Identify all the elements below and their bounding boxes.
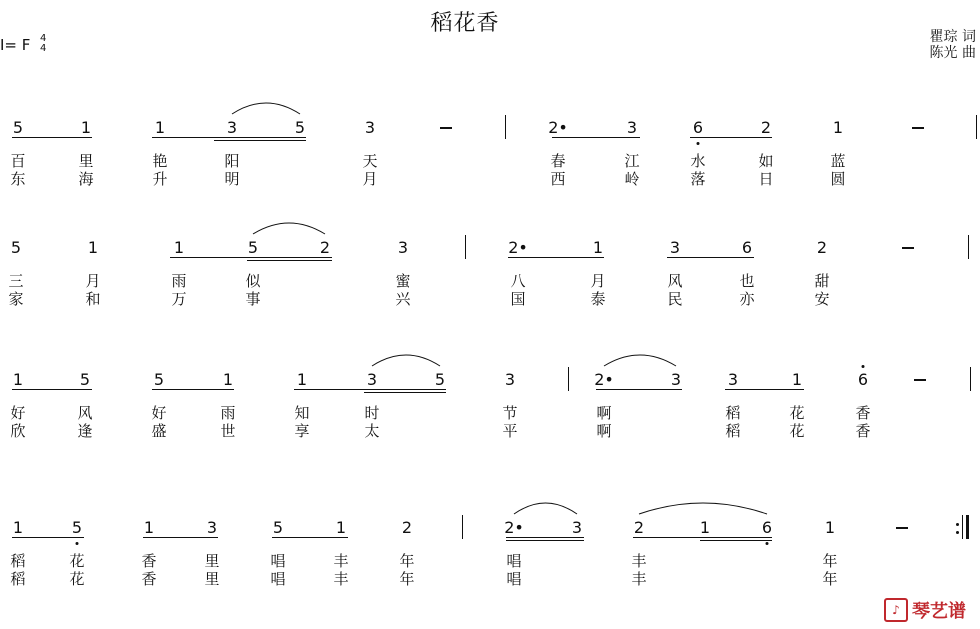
lyric-verse-2: 亦 (739, 290, 755, 308)
lyric-verse-2: 万 (171, 290, 187, 308)
slur (514, 503, 577, 514)
underline (667, 257, 754, 258)
note: 1 (791, 370, 803, 389)
note: 1 (824, 518, 836, 537)
lyric-verse-2: 年 (399, 570, 415, 588)
underline (364, 392, 446, 393)
note: 3 (670, 370, 682, 389)
note: 1 (592, 238, 604, 257)
underline (152, 389, 234, 390)
lyric-verse-1: 蜜 (395, 272, 411, 290)
lyric-verse-2: 日 (758, 170, 774, 188)
lyric-verse-2: 平 (502, 422, 518, 440)
note: 5 (272, 518, 284, 537)
lyric-verse-2: 香 (141, 570, 157, 588)
lyric-verse-2: 西 (550, 170, 566, 188)
lyric-verse-1: 甜 (814, 272, 830, 290)
lyricist-credit: 瞿琮 词 (929, 29, 976, 45)
time-signature-top: 4 (40, 33, 47, 44)
lyric-verse-1: 风 (667, 272, 683, 290)
lyric-verse-1: 香 (141, 552, 157, 570)
lyric-verse-2: 里 (204, 570, 220, 588)
note: 1 (154, 118, 166, 137)
lyric-verse-2: 丰 (631, 570, 647, 588)
bar-line (462, 515, 463, 539)
underline (506, 537, 584, 538)
underline (152, 137, 306, 138)
note: 3 (397, 238, 409, 257)
underline (294, 389, 446, 390)
note: 1 (832, 118, 844, 137)
note: 2• (594, 370, 614, 389)
repeat-bar (966, 515, 969, 539)
note: 2• (508, 238, 528, 257)
note: 5 (10, 238, 22, 257)
lyric-verse-1: 风 (77, 404, 93, 422)
lyric-verse-2: 和 (85, 290, 101, 308)
dash-hold (902, 247, 914, 249)
lyric-verse-1: 年 (822, 552, 838, 570)
slur (639, 503, 767, 514)
bar-line (465, 235, 466, 259)
lyric-verse-2: 明 (224, 170, 240, 188)
lyric-verse-1: 唱 (506, 552, 522, 570)
note: 6 (761, 518, 773, 537)
note: 2 (401, 518, 413, 537)
page-title: 稻花香 (430, 11, 500, 36)
low-octave-dot (697, 142, 700, 145)
slur (232, 103, 300, 114)
note: 3 (626, 118, 638, 137)
lyric-verse-1: 三 (8, 272, 24, 290)
time-signature-bottom: 4 (40, 43, 47, 54)
note: 3 (571, 518, 583, 537)
lyric-verse-1: 稻 (725, 404, 741, 422)
lyric-verse-1: 水 (690, 152, 706, 170)
note: 5 (79, 370, 91, 389)
lyric-verse-2: 落 (690, 170, 706, 188)
note: 1 (699, 518, 711, 537)
bar-line (968, 235, 969, 259)
lyric-verse-2: 世 (220, 422, 236, 440)
repeat-dot (956, 523, 959, 526)
underline (700, 540, 772, 541)
note: 2 (319, 238, 331, 257)
note: 5 (153, 370, 165, 389)
lyric-verse-1: 丰 (631, 552, 647, 570)
note: 1 (87, 238, 99, 257)
lyric-verse-1: 唱 (270, 552, 286, 570)
time-signature (40, 34, 46, 54)
lyric-verse-2: 圆 (830, 170, 846, 188)
lyric-verse-1: 月 (85, 272, 101, 290)
underline (508, 257, 604, 258)
underline (552, 137, 640, 138)
lyric-verse-2: 唱 (270, 570, 286, 588)
slur (604, 355, 676, 366)
underline (12, 389, 92, 390)
underline (633, 537, 772, 538)
lyric-verse-1: 花 (789, 404, 805, 422)
lyric-verse-1: 蓝 (830, 152, 846, 170)
lyric-verse-1: 春 (550, 152, 566, 170)
bar-line (568, 367, 569, 391)
key-signature: I= F (0, 36, 31, 54)
lyric-verse-2: 香 (855, 422, 871, 440)
underline (596, 389, 682, 390)
note: 6 (857, 370, 869, 389)
note: 2 (816, 238, 828, 257)
note: 5 (71, 518, 83, 537)
underline (12, 137, 92, 138)
dash-hold (440, 127, 452, 129)
watermark-text: 琴艺谱 (912, 601, 966, 622)
lyric-verse-2: 东 (10, 170, 26, 188)
lyric-verse-1: 丰 (333, 552, 349, 570)
lyric-verse-2: 年 (822, 570, 838, 588)
lyric-verse-1: 里 (204, 552, 220, 570)
lyric-verse-1: 好 (151, 404, 167, 422)
slur (372, 355, 440, 366)
lyric-verse-2: 盛 (151, 422, 167, 440)
lyric-verse-1: 雨 (171, 272, 187, 290)
lyric-verse-2: 稻 (725, 422, 741, 440)
note: 5 (294, 118, 306, 137)
lyric-verse-1: 知 (294, 404, 310, 422)
lyric-verse-1: 啊 (596, 404, 612, 422)
lyric-verse-2: 事 (245, 290, 261, 308)
lyric-verse-2: 海 (78, 170, 94, 188)
slur (253, 223, 325, 234)
note: 1 (12, 370, 24, 389)
underline (690, 137, 772, 138)
lyric-verse-2: 安 (814, 290, 830, 308)
lyric-verse-2: 花 (69, 570, 85, 588)
note: 3 (366, 370, 378, 389)
note: 5 (434, 370, 446, 389)
lyric-verse-1: 阳 (224, 152, 240, 170)
lyric-verse-2: 国 (510, 290, 526, 308)
lyric-verse-2: 岭 (624, 170, 640, 188)
note: 1 (222, 370, 234, 389)
lyric-verse-1: 花 (69, 552, 85, 570)
lyric-verse-1: 里 (78, 152, 94, 170)
lyric-verse-2: 欣 (10, 422, 26, 440)
note: 3 (364, 118, 376, 137)
underline (506, 540, 584, 541)
note: 5 (247, 238, 259, 257)
lyric-verse-1: 江 (624, 152, 640, 170)
lyric-verse-1: 香 (855, 404, 871, 422)
lyric-verse-1: 艳 (152, 152, 168, 170)
note: 3 (226, 118, 238, 137)
composer-credit: 陈光 曲 (929, 45, 976, 61)
lyric-verse-2: 啊 (596, 422, 612, 440)
underline (12, 537, 84, 538)
note: 1 (173, 238, 185, 257)
lyric-verse-2: 唱 (506, 570, 522, 588)
lyric-verse-1: 八 (510, 272, 526, 290)
lyric-verse-2: 升 (152, 170, 168, 188)
note: 1 (143, 518, 155, 537)
underline (272, 537, 348, 538)
low-octave-dot (766, 542, 769, 545)
lyric-verse-2: 花 (789, 422, 805, 440)
underline (247, 260, 332, 261)
lyric-verse-2: 家 (8, 290, 24, 308)
note: 1 (12, 518, 24, 537)
high-octave-dot (862, 365, 865, 368)
note: 1 (80, 118, 92, 137)
lyric-verse-2: 太 (364, 422, 380, 440)
watermark-logo (884, 597, 966, 623)
music-icon: ♪ (884, 598, 908, 622)
repeat-dot (956, 531, 959, 534)
underline (170, 257, 332, 258)
lyric-verse-2: 享 (294, 422, 310, 440)
note: 2 (633, 518, 645, 537)
lyric-verse-1: 似 (245, 272, 261, 290)
lyric-verse-1: 如 (758, 152, 774, 170)
lyric-verse-1: 也 (739, 272, 755, 290)
lyric-verse-2: 民 (667, 290, 683, 308)
bar-line (962, 515, 963, 539)
underline (725, 389, 804, 390)
lyric-verse-1: 稻 (10, 552, 26, 570)
dash-hold (912, 127, 924, 129)
note: 1 (335, 518, 347, 537)
lyric-verse-2: 丰 (333, 570, 349, 588)
dash-hold (896, 527, 908, 529)
bar-line (976, 115, 977, 139)
lyric-verse-2: 月 (362, 170, 378, 188)
lyric-verse-1: 节 (502, 404, 518, 422)
low-octave-dot (76, 542, 79, 545)
note: 2• (548, 118, 568, 137)
note: 3 (727, 370, 739, 389)
note: 3 (669, 238, 681, 257)
bar-line (505, 115, 506, 139)
lyric-verse-1: 百 (10, 152, 26, 170)
lyric-verse-2: 逢 (77, 422, 93, 440)
lyric-verse-2: 兴 (395, 290, 411, 308)
lyric-verse-1: 月 (590, 272, 606, 290)
lyric-verse-1: 年 (399, 552, 415, 570)
note: 6 (741, 238, 753, 257)
dash-hold (914, 379, 926, 381)
underline (214, 140, 306, 141)
lyric-verse-2: 泰 (590, 290, 606, 308)
lyric-verse-1: 天 (362, 152, 378, 170)
underline (143, 537, 218, 538)
note: 2• (504, 518, 524, 537)
lyric-verse-1: 雨 (220, 404, 236, 422)
lyric-verse-1: 好 (10, 404, 26, 422)
note: 2 (760, 118, 772, 137)
note: 3 (504, 370, 516, 389)
note: 5 (12, 118, 24, 137)
lyric-verse-1: 时 (364, 404, 380, 422)
note: 1 (296, 370, 308, 389)
note: 3 (206, 518, 218, 537)
bar-line (970, 367, 971, 391)
lyric-verse-2: 稻 (10, 570, 26, 588)
note: 6 (692, 118, 704, 137)
